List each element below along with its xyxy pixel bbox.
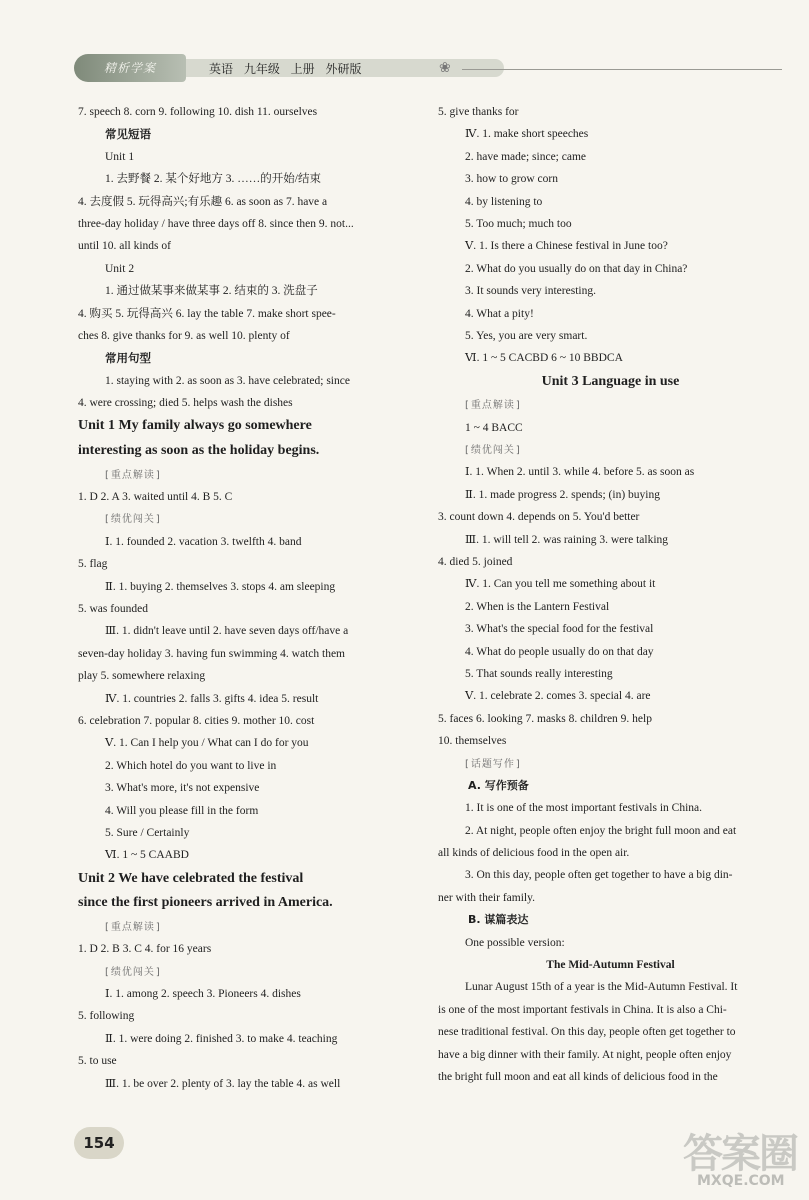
answer-line: 5. That sounds really interesting (465, 667, 613, 680)
answer-line: 2. At night, people often enjoy the bright full moon and eat (465, 824, 737, 837)
answer-line: 1. It is one of the most important festivals in China. (465, 802, 702, 815)
answer-line: One possible version: (465, 936, 565, 949)
answer-line: 7. speech 8. corn 9. following 10. dish 11. ourselves (78, 106, 318, 118)
answer-line: Ⅰ. 1. When 2. until 3. while 4. before 5. as soon as (465, 466, 695, 479)
answer-line: 4. What do people usually do on that day (465, 645, 654, 658)
section-tag-label: [ 重点解读 ] (465, 395, 521, 417)
watermark-url: MXQE.COM (697, 1173, 785, 1189)
answer-line: Ⅲ. 1. be over 2. plenty of 3. lay the table 4. as well (105, 1077, 341, 1090)
answer-line: Ⅰ. 1. among 2. speech 3. Pioneers 4. dishes (105, 988, 301, 1001)
answer-line: ches 8. give thanks for 9. as well 10. plenty of (78, 329, 290, 342)
unit-title: interesting as soon as the holiday begins. (78, 443, 320, 459)
answer-line: 4. 去度假 5. 玩得高兴;有乐趣 6. as soon as 7. have a (78, 195, 328, 208)
answer-line: Ⅳ. 1. make short speeches (465, 128, 589, 141)
answer-line: all kinds of delicious food in the open air. (438, 847, 630, 860)
section-tag-label: [ 绩优闯关 ] (105, 962, 161, 984)
answer-line: Ⅱ. 1. made progress 2. spends; (in) buying (465, 488, 660, 501)
essay-title: The Mid-Autumn Festival (546, 959, 675, 972)
section-tag-label: [ 重点解读 ] (105, 917, 161, 939)
unit-title: Unit 1 My family always go somewhere (78, 418, 312, 434)
answer-line: 5. was founded (78, 603, 148, 615)
answer-line: 1 ~ 4 BACC (465, 421, 523, 434)
book-info: 英语 九年级 上册 外研版 (209, 62, 362, 76)
answer-line: play 5. somewhere relaxing (78, 670, 206, 683)
answer-line: until 10. all kinds of (78, 240, 171, 253)
answer-line: 5. to use (78, 1055, 117, 1068)
answer-line: Ⅴ. 1. Can I help you / What can I do for you (105, 737, 309, 750)
answer-line: 3. count down 4. depends on 5. You'd better (438, 511, 640, 524)
watermark-logo (675, 1118, 803, 1196)
answer-line: 5. following (78, 1010, 135, 1023)
answer-line: 1. D 2. B 3. C 4. for 16 years (78, 943, 212, 956)
answer-line: Ⅴ. 1. Is there a Chinese festival in June too? (465, 240, 668, 253)
answer-line: 3. It sounds very interesting. (465, 285, 596, 298)
page-number: 154 (74, 1127, 124, 1159)
unit-title: since the first pioneers arrived in America. (78, 895, 333, 911)
unit-title: Unit 3 Language in use (541, 373, 680, 389)
answer-line: 4. Will you please fill in the form (105, 804, 259, 817)
answer-line: Ⅵ. 1 ~ 5 CACBD 6 ~ 10 BBDCA (465, 352, 623, 365)
answer-line: Ⅱ. 1. buying 2. themselves 3. stops 4. am sleeping (105, 580, 336, 593)
answer-line: 10. themselves (438, 735, 507, 748)
answer-line: seven-day holiday 3. having fun swimming 4. watch them (78, 647, 346, 660)
answer-line: 4. What a pity! (465, 307, 534, 320)
answer-column-left (78, 101, 418, 1095)
answer-line: Unit 2 (105, 262, 135, 275)
answer-line: 3. What's more, it's not expensive (105, 782, 260, 795)
section-tag (78, 961, 418, 983)
answer-line: 4. by listening to (465, 195, 543, 208)
answer-line: 5. Too much; much too (465, 217, 572, 230)
section-tag-label: [ 绩优闯关 ] (105, 509, 161, 531)
answer-line: Ⅵ. 1 ~ 5 CAABD (105, 849, 189, 862)
section-tag-label: [ 绩优闯关 ] (465, 440, 521, 462)
section-tag (438, 439, 783, 461)
answer-line: Ⅲ. 1. didn't leave until 2. have seven days off/have a (105, 625, 349, 638)
section-heading: 常见短语 (105, 127, 151, 142)
answer-column-right (438, 101, 783, 1088)
answer-line: 2. Which hotel do you want to live in (105, 759, 277, 772)
section-tag (438, 753, 783, 775)
answer-line: Ⅳ. 1. Can you tell me something about it (465, 578, 656, 591)
answer-line: 4. were crossing; died 5. helps wash the dishes (78, 397, 293, 410)
answer-line: 6. celebration 7. popular 8. cities 9. mother 10. cost (78, 714, 315, 727)
flower-icon: ❀ (439, 60, 451, 76)
answer-line: 5. Sure / Certainly (105, 826, 190, 839)
subsection-heading: B. 谋篇表达 (468, 913, 529, 927)
subsection-heading: A. 写作预备 (468, 778, 529, 792)
answer-line: is one of the most important festivals in China. It is also a Chi- (438, 1003, 727, 1016)
section-tag-label: [ 话题写作 ] (465, 754, 521, 776)
answer-line: 3. how to grow corn (465, 173, 558, 186)
answer-line: 1. staying with 2. as soon as 3. have celebrated; since (105, 374, 350, 387)
answer-line: 5. faces 6. looking 7. masks 8. children 9. help (438, 712, 652, 725)
answer-line: the bright full moon and eat all kinds of delicious food in the (438, 1071, 718, 1083)
unit-title: Unit 2 We have celebrated the festival (78, 870, 304, 886)
answer-line: 2. What do you usually do on that day in China? (465, 262, 688, 275)
answer-line: Ⅰ. 1. founded 2. vacation 3. twelfth 4. band (105, 535, 302, 548)
answer-line: 4. died 5. joined (438, 556, 513, 569)
answer-line: 4. 购买 5. 玩得高兴 6. lay the table 7. make short spee- (78, 307, 336, 320)
section-tag (78, 508, 418, 530)
answer-line: 5. flag (78, 558, 108, 571)
section-tag-label: [ 重点解读 ] (105, 465, 161, 487)
answer-line: 5. Yes, you are very smart. (465, 329, 588, 342)
series-logo: 精析学案 (74, 54, 186, 82)
page-header (74, 52, 784, 86)
section-tag (438, 394, 783, 416)
answer-line: Ⅲ. 1. will tell 2. was raining 3. were talking (465, 533, 669, 546)
answer-line: 1. 通过做某事来做某事 2. 结束的 3. 洗盘子 (105, 285, 318, 298)
answer-line: 2. When is the Lantern Festival (465, 600, 610, 613)
watermark-mark: 答案圈 (683, 1131, 797, 1177)
answer-line: Ⅳ. 1. countries 2. falls 3. gifts 4. idea 5. result (105, 692, 319, 705)
answer-line: 1. D 2. A 3. waited until 4. B 5. C (78, 491, 233, 504)
answer-line: 1. 去野餐 2. 某个好地方 3. ……的开始/结束 (105, 173, 321, 186)
answer-line: Unit 1 (105, 150, 135, 163)
answer-line: 5. give thanks for (438, 106, 519, 118)
header-rule (462, 69, 782, 70)
answer-line: have a big dinner with their family. At night, people often enjoy (438, 1048, 732, 1061)
answer-line: three-day holiday / have three days off 8. since then 9. not... (78, 217, 354, 230)
answer-line: 2. have made; since; came (465, 150, 587, 163)
answer-line: Ⅴ. 1. celebrate 2. comes 3. special 4. are (465, 690, 651, 703)
answer-line: 3. What's the special food for the festival (465, 623, 654, 636)
answer-line: nese traditional festival. On this day, people often get together to (438, 1026, 736, 1039)
answer-line: ner with their family. (438, 891, 535, 904)
section-heading: 常用句型 (105, 351, 151, 366)
answer-line: 3. On this day, people often get together to have a big din- (465, 869, 733, 882)
section-tag (78, 916, 418, 938)
section-tag (78, 464, 418, 486)
answer-line: Lunar August 15th of a year is the Mid-Autumn Festival. It (465, 981, 738, 994)
answer-line: Ⅱ. 1. were doing 2. finished 3. to make 4. teaching (105, 1032, 338, 1045)
